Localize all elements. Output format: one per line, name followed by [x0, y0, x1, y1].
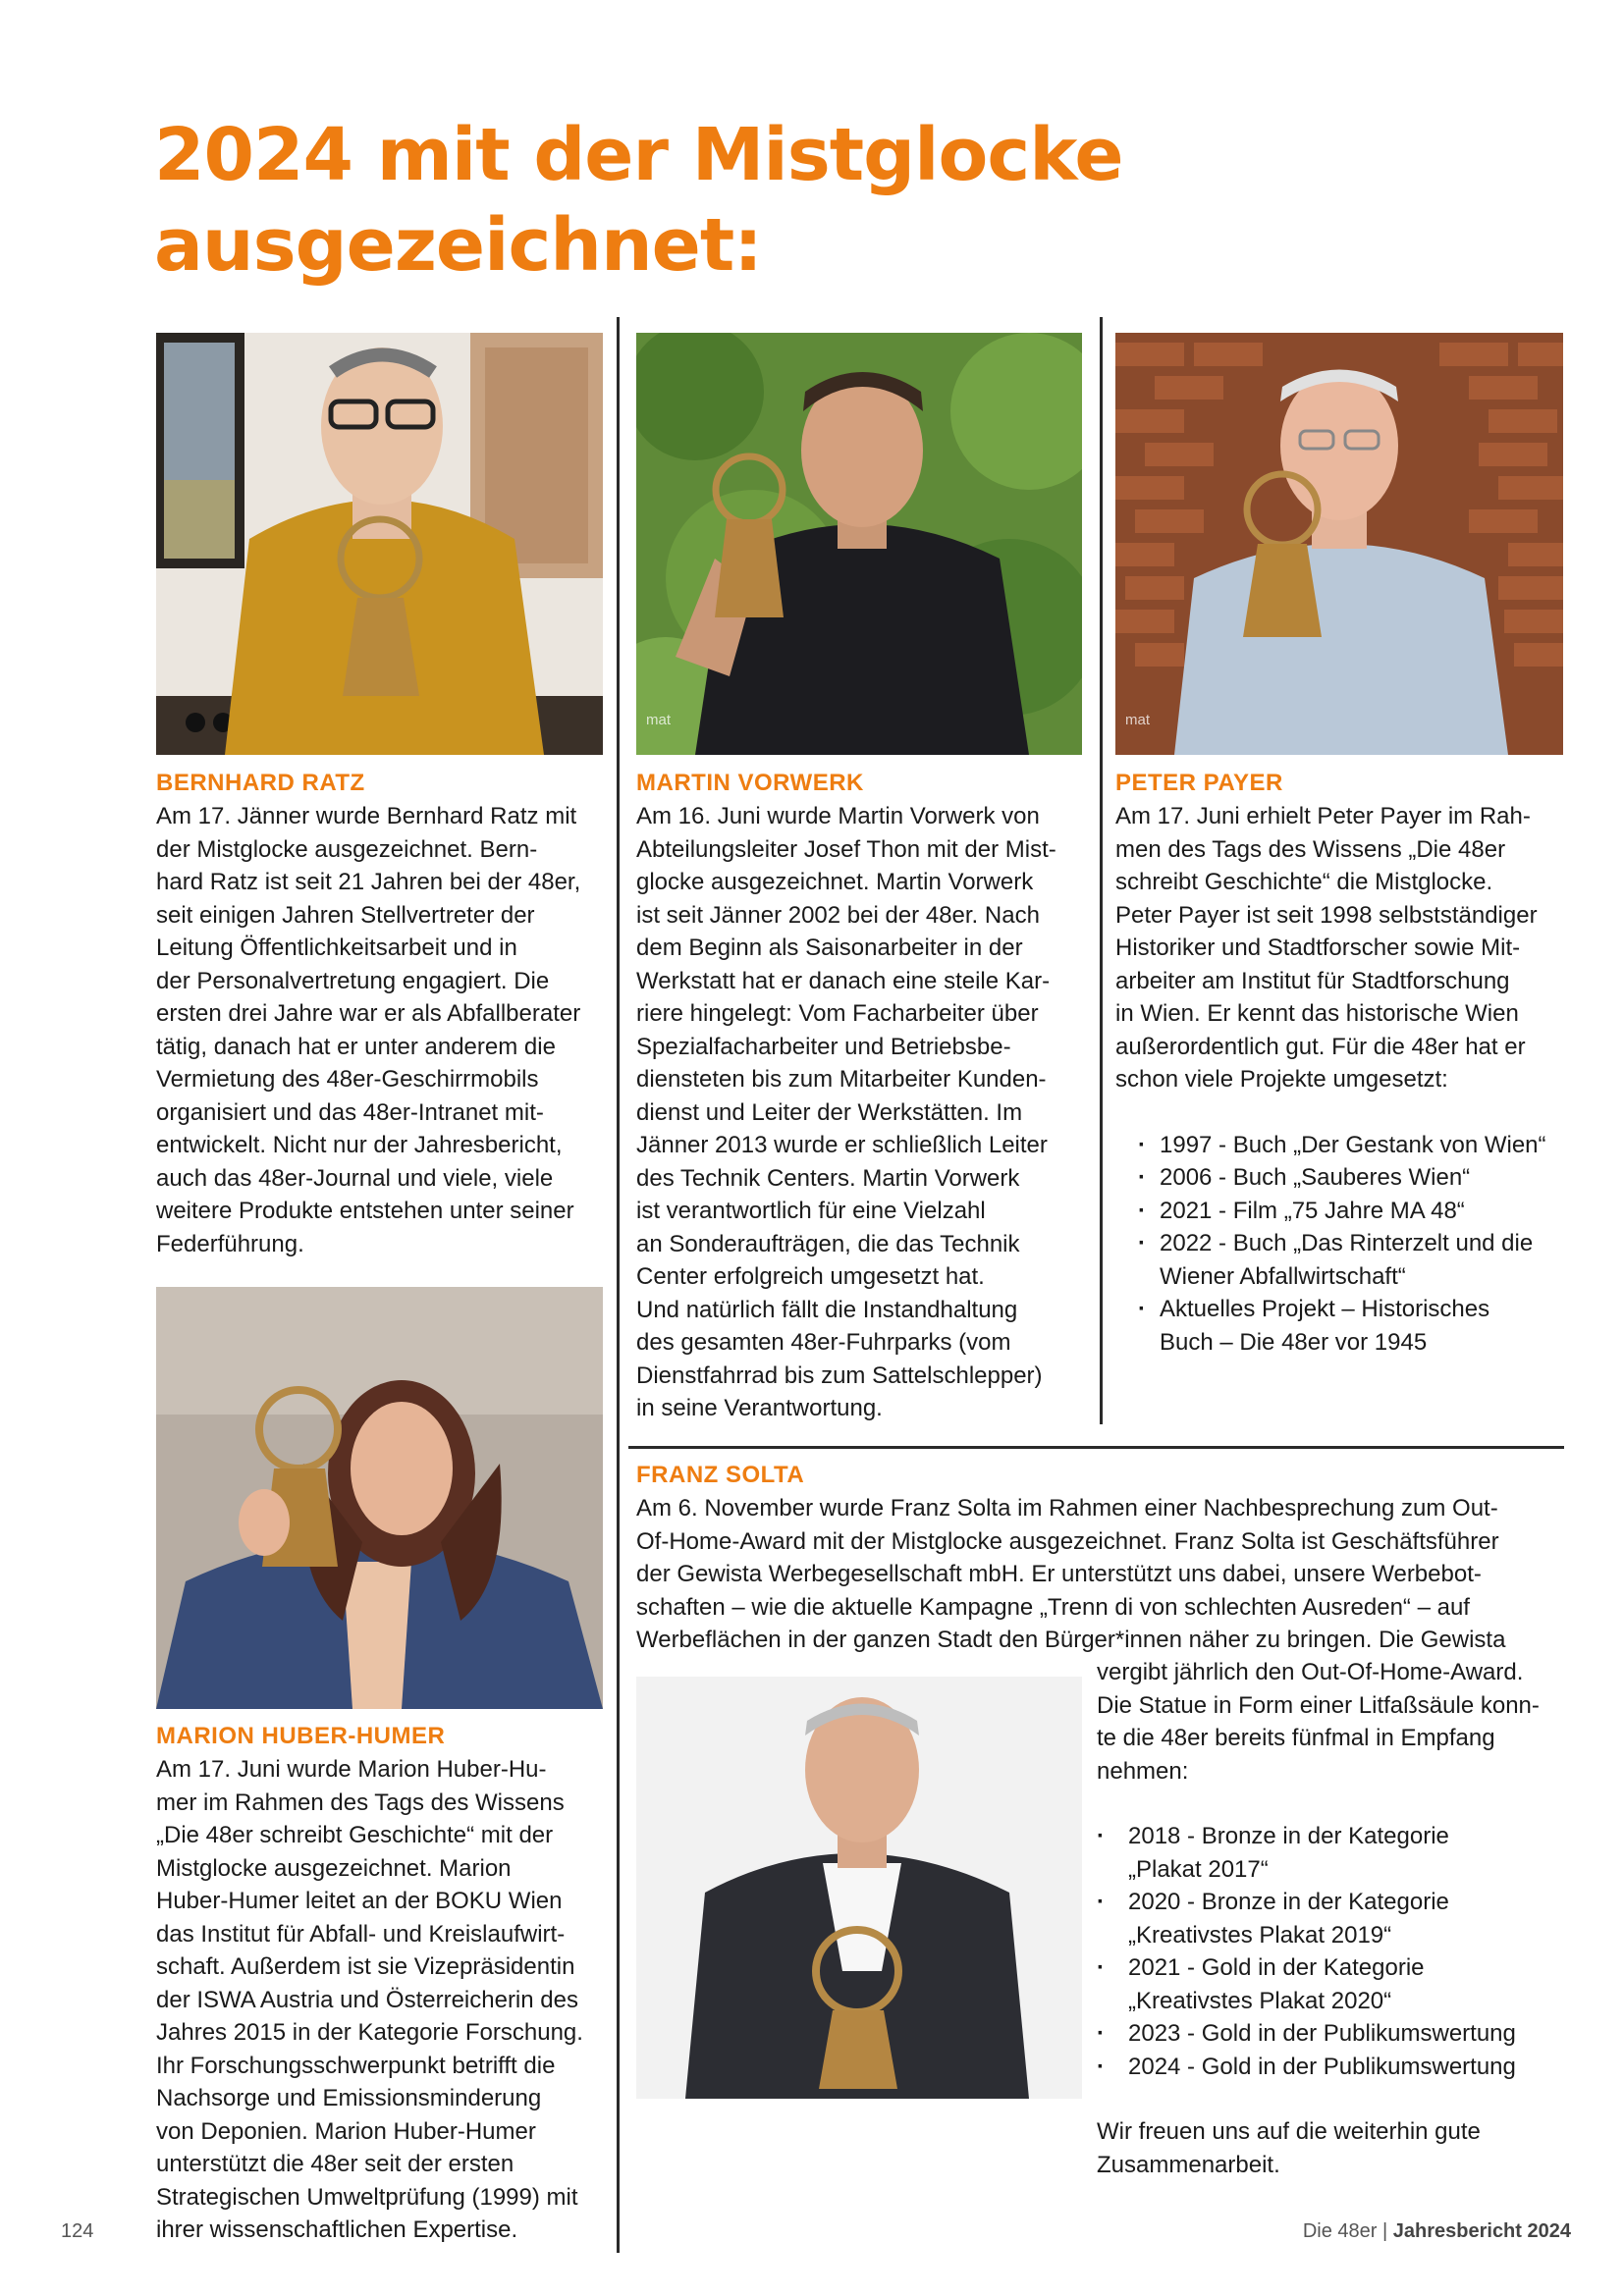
section-peter-payer — [1115, 767, 1587, 1359]
person-name: MARION HUBER-HUMER — [156, 1723, 446, 1749]
title-line-1: 2024 mit der Mistglocke — [154, 113, 1123, 197]
list-item: · 2020 - Bronze in der Kategorie „Kreativstes Plakat 2019“ — [1097, 1886, 1568, 1951]
page-title — [154, 110, 1431, 291]
award-list — [1097, 1820, 1568, 2083]
list-item: · 2024 - Gold in der Publikumswertung — [1097, 2051, 1568, 2084]
person-name: FRANZ SOLTA — [636, 1462, 805, 1488]
title-line-2: ausgezeichnet: — [154, 203, 762, 288]
bio-text: Am 6. November wurde Franz Solta im Rahmen einer Nachbesprechung zum Out- Of-Home-Award mit der Mistglocke ausgezeichnet. Franz Solta ist Geschäftsführer der Gewista Werbegesellschaft mbH. Er unterstützt uns dabei, unsere Werbebot- schaften – wie die aktuelle Kampagne „Trenn di von schlechten Ausreden“ – auf Werbeflächen in der ganzen Stadt den Bürger*innen näher zu bringen. Die Gewista — [636, 1495, 1506, 1653]
section-bernhard-ratz — [156, 767, 608, 1260]
section-franz-solta-side — [1097, 1656, 1568, 2181]
bio-text: Am 17. Juni erhielt Peter Payer im Rah- men des Tags des Wissens „Die 48er schreibt Geschichte“ die Mistglocke. Peter Payer ist seit 1998 selbstständiger Historiker und Stadtforscher sowie Mit- arbeiter am Institut für Stadtforschung in Wien. Er kennt das historische Wien außerordentlich gut. Für die 48er hat er schon viele Projekte umgesetzt: — [1115, 803, 1538, 1093]
list-item: · 2023 - Gold in der Publikumswertung — [1097, 2017, 1568, 2051]
publication-name: Die 48er — [1302, 2220, 1378, 2242]
photo-credit: mat — [646, 712, 672, 728]
list-item: · 1997 - Buch „Der Gestank von Wien“ — [1138, 1129, 1587, 1162]
photo-credit: mat — [1125, 712, 1151, 728]
person-name: PETER PAYER — [1115, 770, 1283, 796]
section-franz-solta — [636, 1459, 1569, 1657]
bio-text: Am 17. Jänner wurde Bernhard Ratz mit der Mistglocke ausgezeichnet. Bern- hard Ratz ist seit 21 Jahren bei der 48er, seit einigen Jahren Stellvertreter der Leitung Öffentlichkeitsarbeit und in der Personalvertretung engagiert. Die ersten drei Jahre war er als Abfallberater tätig, danach hat er unter anderem die Vermietung des 48er-Geschirrmobils organisiert und das 48er-Intranet mit- entwickelt. Nicht nur der Jahresbericht, auch das 48er-Journal und viele, viele weitere Produkte entstehen unter seiner Federführung. — [156, 803, 581, 1257]
list-item: · Aktuelles Projekt – Historisches Buch – Die 48er vor 1945 — [1138, 1293, 1587, 1359]
photo-peter-payer — [1115, 333, 1563, 755]
list-item: · 2018 - Bronze in der Kategorie „Plakat 2017“ — [1097, 1820, 1568, 1886]
column-divider-2 — [1100, 317, 1103, 1424]
photo-bernhard-ratz — [156, 333, 603, 755]
photo-franz-solta — [636, 1677, 1082, 2099]
photo-martin-vorwerk — [636, 333, 1082, 755]
column-divider-1 — [617, 317, 620, 2253]
section-marion-huber-humer — [156, 1720, 613, 2247]
list-item: · 2006 - Buch „Sauberes Wien“ — [1138, 1161, 1587, 1195]
bio-text: Am 17. Juni wurde Marion Huber-Hu- mer im Rahmen des Tags des Wissens „Die 48er schreibt Geschichte“ mit der Mistglocke ausgezeichnet. Marion Huber-Humer leitet an der BOKU Wien das Institut für Abfall- und Kreislaufwirt- schaft. Außerdem ist sie Vizepräsidentin der ISWA Austria und Österreicherin des Jahres 2015 in der Kategorie Forschung. Ihr Forschungsschwerpunkt betrifft die Nachsorge und Emissionsminderung von Deponien. Marion Huber-Humer unterstützt die 48er seit der ersten Strategischen Umweltprüfung (1999) mit ihrer wissenschaftlichen Expertise. — [156, 1756, 583, 2243]
footer-separator: | — [1382, 2220, 1388, 2242]
report-name: Jahresbericht 2024 — [1392, 2220, 1571, 2242]
person-name: MARTIN VORWERK — [636, 770, 864, 796]
closing-text: Wir freuen uns auf die weiterhin gute Zusammenarbeit. — [1097, 2118, 1481, 2178]
list-item: · 2022 - Buch „Das Rinterzelt und die Wiener Abfallwirtschaft“ — [1138, 1227, 1587, 1293]
list-item: · 2021 - Film „75 Jahre MA 48“ — [1138, 1195, 1587, 1228]
list-item: · 2021 - Gold in der Kategorie „Kreativstes Plakat 2020“ — [1097, 1951, 1568, 2017]
bio-text: Am 16. Juni wurde Martin Vorwerk von Abteilungsleiter Josef Thon mit der Mist- glocke ausgezeichnet. Martin Vorwerk ist seit Jänner 2002 bei der 48er. Nach dem Beginn als Saisonarbeiter in der Werkstatt hat er danach eine steile Kar- riere hingelegt: Vom Facharbeiter über Spezialfacharbeiter und Betriebsbe- diensteten bis zum Mitarbeiter Kunden- dienst und Leiter der Werkstätten. Im Jänner 2013 wurde er schließlich Leiter des Technik Centers. Martin Vorwerk ist verantwortlich für eine Vielzahl an Sonderaufträgen, die das Technik Center erfolgreich umgesetzt hat. Und natürlich fällt die Instandhaltung des gesamten 48er-Fuhrparks (vom Dienstfahrrad bis zum Sattelschlepper) in seine Verantwortung. — [636, 803, 1056, 1421]
section-martin-vorwerk — [636, 767, 1093, 1425]
project-list — [1138, 1129, 1587, 1360]
page-number: 124 — [61, 2220, 94, 2242]
photo-marion-huber-humer — [156, 1287, 603, 1709]
publication-footer — [1303, 2220, 1571, 2243]
person-name: BERNHARD RATZ — [156, 770, 365, 796]
bio-text: vergibt jährlich den Out-Of-Home-Award. Die Statue in Form einer Litfaßsäule konn- te die 48er bereits fünfmal in Empfang nehmen: — [1097, 1659, 1540, 1785]
section-divider — [628, 1446, 1564, 1449]
